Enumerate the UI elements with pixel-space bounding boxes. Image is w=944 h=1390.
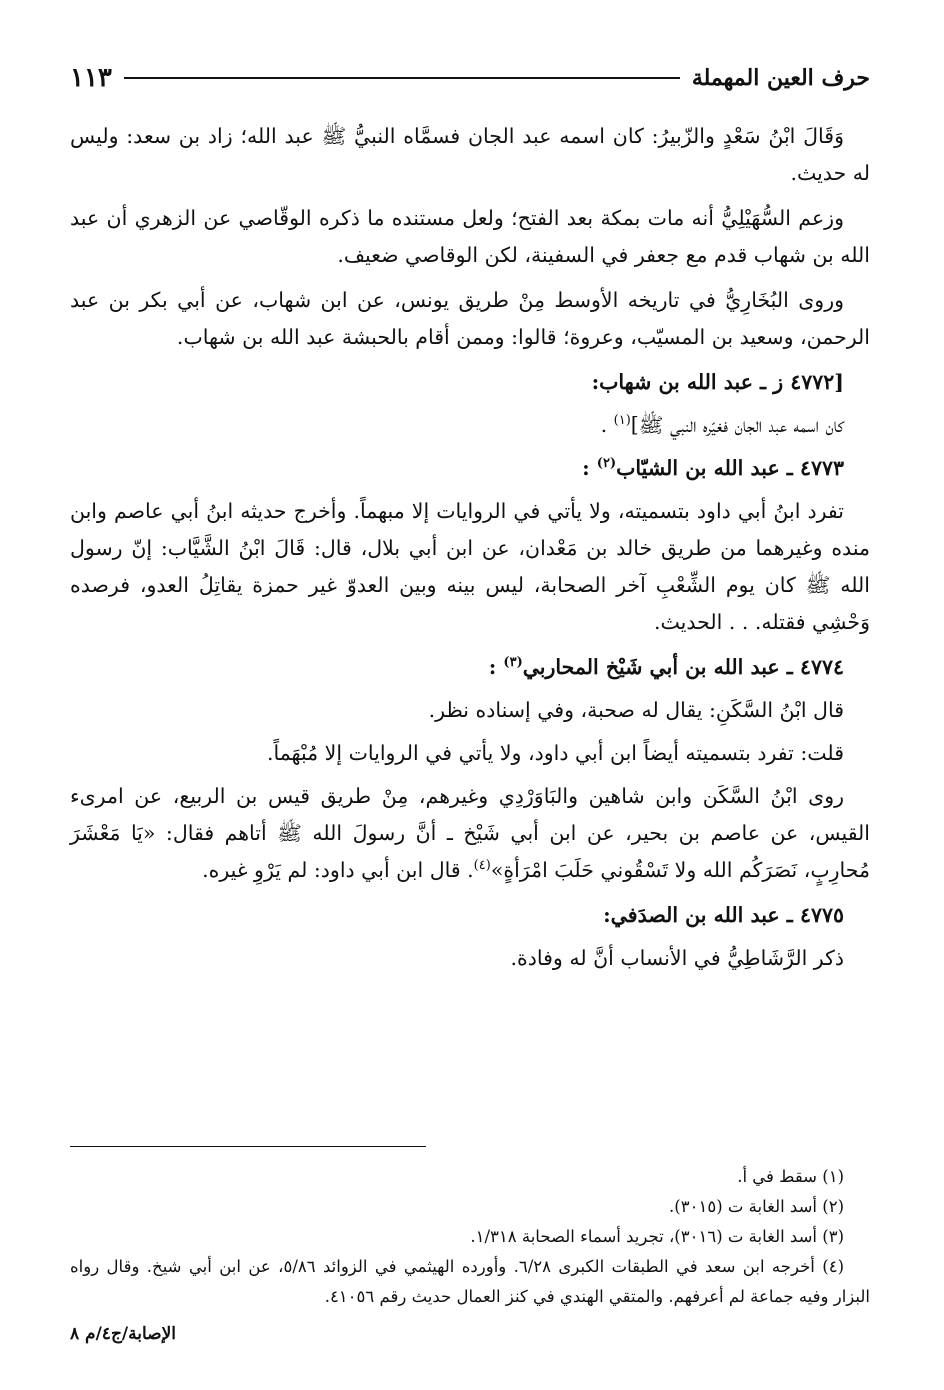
signature-mark: الإصابة/ج٤/م ٨	[70, 1324, 176, 1344]
entry-4773-text: تفرد ابنُ أبي داود بتسميته، ولا يأتي في الروايات إلا مبهماً. وأخرج حديثه ابنُ أبي عاصم وابن منده وغيرهما من طريق خالد بن مَعْدان، عن ابن أبي بلال، قال: قَالَ ابْنُ الشَّيَّاب: إنّ رسول الله ﷺ كان يوم الشِّعْبِ آخر الصحابة، ليس بينه وبين العدوّ غير حمزة يقاتِلُ العدو، فرصده وَحْشِي فقتله. . . الحديث.	[70, 499, 870, 634]
entry-4774-body: روى ابْنُ السَّكَن وابن شاهين والبَاوَرْدِي وغيرهم، مِنْ طريق قيس بن الربيع، عن امرىء القيس، عن عاصم بن بحير، عن ابن أبي شَيْخ ـ أنَّ رسولَ الله ﷺ أتاهم فقال: «يَا مَعْشَرَ مُحارِبٍ، نَصَرَكُم الله ولا تَسْقُوني حَلَبَ امْرَأةٍ»	[70, 784, 870, 882]
footnote-ref-1: (١)	[613, 413, 631, 429]
page-number: ١١٣	[70, 63, 112, 93]
entry-4772-heading: [٤٧٧٢ ز ـ عبد الله بن شهاب:	[591, 370, 844, 394]
entry-4773-heading-line	[70, 450, 870, 487]
entry-4773-heading: ٤٧٧٣ ـ عبد الله بن الشيّاب	[616, 456, 844, 480]
entry-4772-text	[70, 407, 870, 444]
footnote-ref-3: (٣)	[503, 655, 523, 671]
entry-4773-colon: :	[582, 456, 590, 480]
footnotes	[70, 1162, 870, 1312]
entry-4774-heading-line	[70, 649, 870, 686]
paragraph-1: وَقَالَ ابْنُ سَعْدٍ والزّبيرُ: كان اسمه عبد الجان فسمَّاه النبيُّ ﷺ عبد الله؛ زاد بن سعد: وليس له حديث.	[70, 124, 870, 185]
footnote-4: (٤) أخرجه ابن سعد في الطبقات الكبرى ٦/٢٨. وأورده الهيثمي في الزوائد ٥/٨٦، عن ابن أبي شيخ. وقال رواه البزار وفيه جماعة لم أعرفهم. والمتقي الهندي في كنز العمال حديث رقم ٤١٠٥٦.	[70, 1257, 870, 1306]
entry-4772-body: كان اسمه عبد الجان فغيّره النبي ﷺ]	[630, 413, 844, 437]
paragraph-2: وزعم السُّهَيْلِيُّ أنه مات بمكة بعد الفتح؛ ولعل مستنده ما ذكره الوقّاصي عن الزهري أن عبد الله بن شهاب قدم مع جعفر في السفينة، لكن الوقاصي ضعيف.	[70, 206, 870, 267]
entry-4775-heading: ٤٧٧٥ ـ عبد الله بن الصدَفي:	[603, 903, 844, 927]
footnote-rule	[70, 1146, 426, 1147]
footnote-3: (٣) أسد الغابة ت (٣٠١٦)، تجريد أسماء الصحابة ١/٣١٨.	[470, 1227, 844, 1246]
footnote-ref-4: (٤)	[473, 858, 491, 874]
entry-4774-text	[70, 778, 870, 889]
running-head-rule	[124, 77, 680, 79]
footnote-ref-2: (٢)	[596, 456, 617, 472]
footnote-2: (٢) أسد الغابة ت (٣٠١٥).	[669, 1197, 844, 1216]
page	[70, 58, 870, 1368]
body-text	[70, 118, 870, 983]
footnote-1: (١) سقط في أ.	[737, 1167, 844, 1186]
entry-4774-heading: ٤٧٧٤ ـ عبد الله بن أبي شَيْخ المحاربي	[522, 655, 844, 679]
entry-4775-text: ذكر الرَّشَاطِيُّ في الأنساب أنَّ له وفادة.	[510, 946, 844, 970]
running-head	[70, 58, 870, 98]
entry-4774-line-2: قلت: تفرد بتسميته أيضاً ابن أبي داود، ولا يأتي في الروايات إلا مُبْهَماً.	[266, 741, 844, 765]
running-head-title: حرف العين المهملة	[691, 65, 870, 91]
entry-4774-body-end: . قال ابن أبي داود: لم يَرْوِ غيره.	[202, 858, 474, 882]
entry-4772-end: .	[600, 413, 608, 437]
entry-4774-line-1: قال ابْنُ السَّكَنِ: يقال له صحبة، وفي إسناده نظر.	[428, 698, 844, 722]
entry-4774-colon: :	[488, 655, 497, 679]
paragraph-3: وروى البُخَارِيُّ في تاريخه الأوسط مِنْ طريق يونس، عن ابن شهاب، عن أبي بكر بن عبد الرحمن، وسعيد بن المسيّب، وعروة؛ قالوا: وممن أقام بالحبشة عبد الله بن شهاب.	[70, 288, 870, 349]
